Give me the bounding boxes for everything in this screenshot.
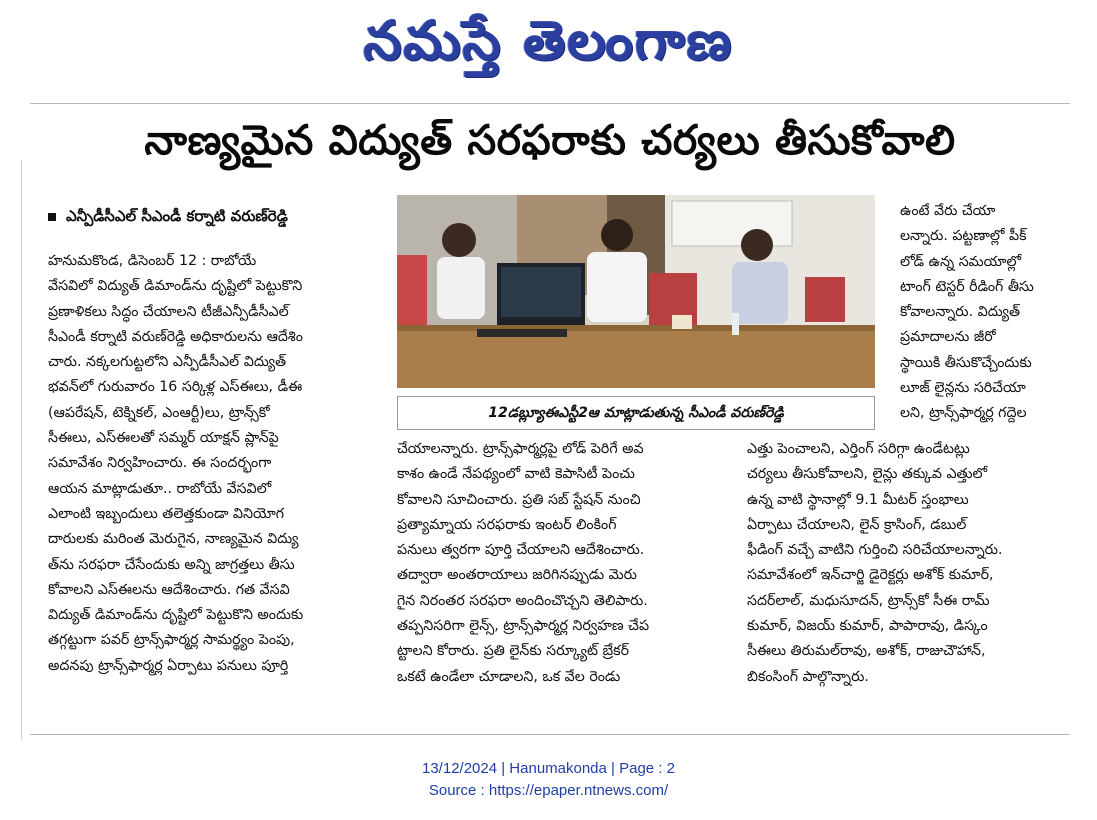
article-column-2 — [397, 437, 720, 690]
body-line: ట్టాలని కోరారు. ప్రతి లైన్‌కు సర్క్యూట్ బ్రేకర్ — [397, 643, 629, 660]
body-line: ప్రత్యామ్నాయ సరఫరాకు ఇంటర్ లింకింగ్ — [397, 516, 617, 533]
body-line: బికంసింగ్ పాల్గొన్నారు. — [747, 668, 869, 685]
body-line: కోవాలన్నారు. విద్యుత్ — [900, 304, 1020, 321]
body-line: దారులకు మరింత మెరుగైన, నాణ్యమైన విద్యు — [48, 531, 299, 548]
body-line: లని, ట్రాన్స్‌ఫార్మర్ల గద్దెల — [900, 405, 1027, 422]
body-line: త్‌ను సరఫరా చేసేందుకు అన్ని జాగ్రత్తలు తీసు — [48, 556, 295, 573]
body-line: లన్నారు. పట్టణాల్లో పీక్ — [900, 228, 1027, 245]
body-line: తద్వారా అంతరాయాలు జరిగినప్పుడు మెరు — [397, 567, 637, 584]
body-line: కుమార్, విజయ్ కుమార్, పాపారావు, డిస్కం — [747, 618, 988, 635]
bottom-divider — [30, 734, 1070, 735]
body-line: పనులు త్వరగా పూర్తి చేయాలని ఆదేశించారు. — [397, 542, 645, 559]
body-line: కాశం ఉండే నేపథ్యంలో వాటి కెపాసిటీ పెంచు — [397, 466, 635, 483]
body-line: సమావేశంలో ఇన్‌చార్జి డైరెక్టర్లు అశోక్ కుమార్, — [747, 567, 994, 584]
photo-caption: 12డబ్ల్యూఈఎస్టీ2ఆ మాట్లాడుతున్న సీఎండీ వరుణ్‌రెడ్డి — [397, 396, 875, 430]
article-column-3 — [747, 437, 1072, 690]
body-line: హనుమకొండ, డిసెంబర్ 12 : రాబోయే — [48, 253, 257, 269]
body-line: ప్రణాళికలు సిద్ధం చేయాలని టీజీఎన్పీడీసీఎల్ — [48, 303, 289, 320]
masthead-logo: నమస్తే తెలంగాణ — [363, 8, 734, 72]
body-line: టాంగ్ టెస్టర్ రీడింగ్ తీసు — [900, 278, 1034, 295]
body-line: ఉంటే వేరు చేయా — [900, 203, 996, 219]
body-line: ఆయన మాట్లాడుతూ.. రాబోయే వేసవిలో — [48, 480, 272, 497]
footer-edition-info: 13/12/2024 | Hanumakonda | Page : 2 — [422, 760, 675, 777]
body-line: లోడ్ ఉన్న సమయాల్లో — [900, 253, 1022, 270]
body-line: సీఈలు తిరుమల్‌రావు, అశోక్, రాజుచౌహాన్, — [747, 643, 986, 660]
body-line: ఒకటే ఉండేలా చూడాలని, ఒక వేల రెండు — [397, 668, 621, 685]
body-line: లూజ్ లైన్లను సరిచేయా — [900, 380, 1026, 397]
body-line: ఫీడింగ్ వచ్చే వాటిని గుర్తించి సరిచేయాలన్నారు. — [747, 542, 1003, 559]
body-line: సదర్‌లాల్, మధుసూదన్, ట్రాన్స్‌కో సీఈ రామ్ — [747, 592, 990, 609]
body-line: అదనపు ట్రాన్స్‌ఫార్మర్ల ఏర్పాటు పనులు పూర్తి — [48, 657, 289, 674]
article-photo — [397, 195, 875, 388]
body-line: సీఎండీ కర్నాటి వరుణ్‌రెడ్డి అధికారులను ఆదేశిం — [48, 328, 303, 345]
body-line: చర్యలు తీసుకోవాలని, లైన్లు తక్కువ ఎత్తులో — [747, 466, 988, 483]
top-divider — [30, 103, 1070, 104]
body-line: విద్యుత్ డిమాండ్‌ను దృష్టిలో పెట్టుకొని అందుకు — [48, 607, 304, 624]
footer-source-link[interactable]: Source : https://epaper.ntnews.com/ — [428, 782, 669, 799]
article-column-3-top — [900, 199, 1072, 427]
body-line: చేయాలన్నారు. ట్రాన్స్‌ఫార్మర్లపై లోడ్ పెరిగే అవ — [397, 441, 644, 457]
body-line: ఏర్పాటు చేయాలని, లైన్ క్రాసింగ్, డబుల్ — [747, 516, 967, 533]
body-line: భవన్‌లో గురువారం 16 సర్కిళ్ల ఎస్ఈలు, డీఈ — [48, 379, 303, 396]
body-line: తప్పనిసరిగా లైన్స్, ట్రాన్స్‌ఫార్మర్ల నిర్వహణ చేప — [397, 618, 650, 635]
body-line: కోవాలని ఎస్ఈలను ఆదేశించారు. గత వేసవి — [48, 581, 290, 598]
body-line: చారు. నక్కలగుట్టలోని ఎన్పీడీసీఎల్ విద్యుత్ — [48, 354, 287, 371]
body-line: తగ్గట్టుగా పవర్ ట్రాన్స్‌ఫార్మర్ల సామర్థ్యం పెంపు, — [48, 632, 295, 649]
body-line: సీఈలు, ఎస్ఈలతో సమ్మర్ యాక్షన్ ప్లాన్‌పై — [48, 430, 279, 447]
article-headline: నాణ్యమైన విద్యుత్ సరఫరాకు చర్యలు తీసుకోవాలి — [144, 116, 956, 164]
body-line: స్థాయికి తీసుకొచ్చేందుకు — [900, 354, 1032, 371]
body-line: కోవాలని సూచించారు. ప్రతి సబ్ స్టేషన్ నుంచి — [397, 491, 641, 508]
body-line: (ఆపరేషన్, టెక్నికల్, ఎంఆర్టీ)లు, ట్రాన్స్‌కో — [48, 404, 270, 421]
bullet-icon — [48, 213, 56, 221]
article-byline — [48, 207, 378, 229]
body-line: ఎత్తు పెంచాలని, ఎర్తింగ్ సరిగ్గా ఉండేటట్లు — [747, 441, 970, 457]
margin-line — [21, 160, 22, 740]
body-line: ప్రమాదాలను జీరో — [900, 329, 996, 346]
byline-text: ఎన్పీడీసీఎల్ సీఎండీ కర్నాటి వరుణ్‌రెడ్డి — [66, 207, 288, 225]
body-line: గైన నిరంతర సరఫరా అందించొచ్చని తెలిపారు. — [397, 592, 648, 609]
body-line: ఎలాంటి ఇబ్బందులు తలెత్తకుండా వినియోగ — [48, 505, 285, 522]
body-line: సమావేశం నిర్వహించారు. ఈ సందర్భంగా — [48, 455, 272, 472]
article-column-1 — [48, 249, 371, 679]
meeting-photo — [397, 195, 875, 388]
body-line: ఉన్న వాటి స్థానాల్లో 9.1 మీటర్ స్తంభాలు — [747, 491, 969, 508]
body-line: వేసవిలో విద్యుత్ డిమాండ్‌ను దృష్టిలో పెట్టుకొని — [48, 278, 303, 295]
